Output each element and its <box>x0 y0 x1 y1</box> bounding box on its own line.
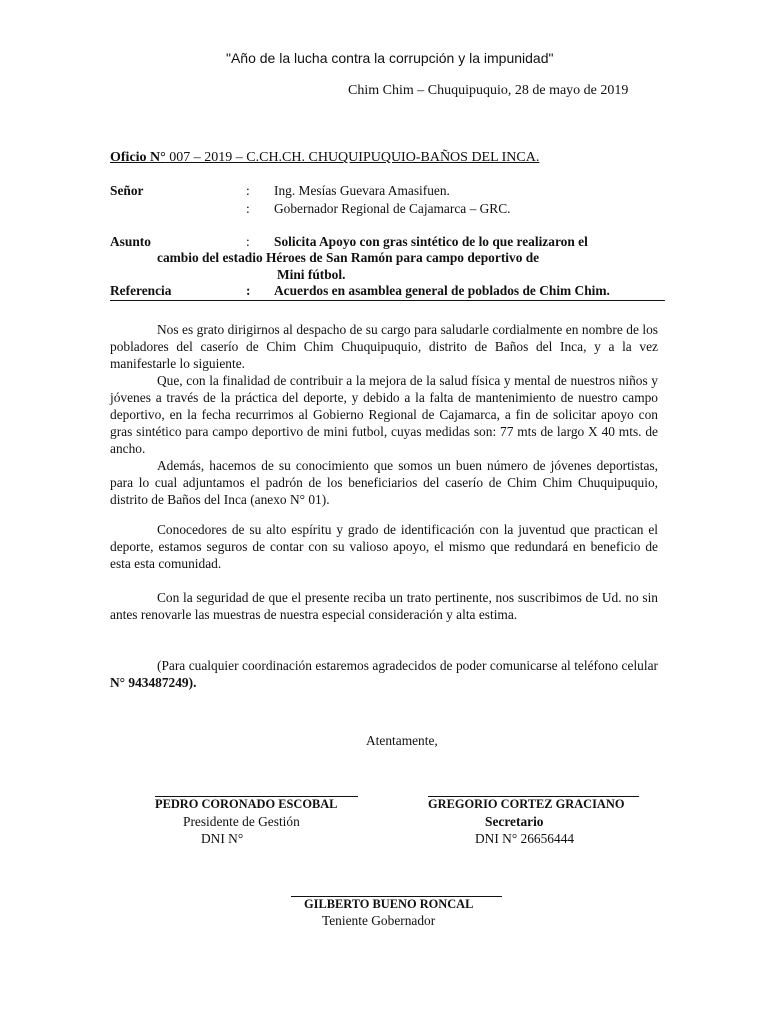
body-paragraph-2: Que, con la finalidad de contribuir a la mejora de la salud física y mental de nuestros niños y jóvenes a través de la práctica del deporte, y debido a la falta de mantenimiento de nuestro campo deportivo, en la fecha recurrimos al Gobierno Regional de Cajamarca, a fin de solicitar apoyo con gras sintético para campo deportivo de mini futbol, cuyas medidas son: 77 mts de largo X 40 mts. de ancho. <box>110 373 658 456</box>
recipient-title: Gobernador Regional de Cajamarca – GRC. <box>274 201 511 216</box>
body-paragraph-3: Además, hacemos de su conocimiento que somos un buen número de jóvenes deportistas, para lo cual adjuntamos el padrón de los beneficiarios del caserío de Chim Chim Chuquipuquio, distrito de Baños del Inca (anexo N° 01). <box>110 458 658 507</box>
body-paragraph-1: Nos es grato dirigirnos al despacho de su cargo para saludarle cordialmente en nombre de los pobladores del caserío de Chim Chim Chuquipuquio, distrito de Baños del Inca, y a la vez manifestarle lo siguiente. <box>110 322 658 371</box>
signer-2-role: Secretario <box>485 814 544 829</box>
body-paragraph-6 <box>110 657 658 691</box>
signer-1-role: Presidente de Gestión <box>183 814 300 829</box>
phone-number: N° 943487249). <box>110 675 197 690</box>
subject-line-1: Solicita Apoyo con gras sintético de lo que realizaron el <box>274 234 588 249</box>
signer-2-name: GREGORIO CORTEZ GRACIANO <box>428 797 625 811</box>
recipient-label: Señor <box>110 183 144 198</box>
oficio-number: 007 – 2019 – C.CH.CH. CHUQUIPUQUIO-BAÑOS DEL INCA. <box>169 150 540 165</box>
subject-line-3: Mini fútbol. <box>277 267 346 282</box>
letter-body-intro <box>110 321 658 508</box>
reference-colon: : <box>246 283 251 298</box>
header-motto: "Año de la lucha contra la corrupción y la impunidad" <box>226 50 554 66</box>
subject-label: Asunto <box>110 234 151 249</box>
contact-text: (Para cualquier coordinación estaremos agradecidos de poder comunicarse al teléfono celular <box>157 658 658 673</box>
signer-2-dni: DNI N° 26656444 <box>475 831 575 846</box>
recipient-name: Ing. Mesías Guevara Amasifuen. <box>274 183 450 198</box>
signer-3-role: Teniente Gobernador <box>322 913 436 928</box>
recipient-colon-1: : <box>246 183 250 198</box>
reference-text: Acuerdos en asamblea general de poblados de Chim Chim. <box>274 283 610 298</box>
signer-1-name: PEDRO CORONADO ESCOBAL <box>155 797 338 811</box>
reference-row <box>110 283 665 301</box>
signer-3-name: GILBERTO BUENO RONCAL <box>304 897 474 911</box>
place-date: Chim Chim – Chuquipuquio, 28 de mayo de 2019 <box>348 83 629 98</box>
body-paragraph-5: Con la seguridad de que el presente reciba un trato pertinente, nos suscribimos de Ud. no sin antes renovarle las muestras de nuestra especial consideración y alta estima. <box>110 590 658 622</box>
oficio-reference <box>110 150 539 166</box>
recipient-colon-2: : <box>246 201 250 216</box>
body-paragraph-4: Conocedores de su alto espíritu y grado de identificación con la juventud que practican el deporte, estamos seguros de contar con su valioso apoyo, el mismo que redundará en beneficio de esta esta comunidad. <box>110 522 658 571</box>
closing-salutation: Atentamente, <box>366 733 438 748</box>
subject-colon: : <box>246 234 250 249</box>
subject-line-2: cambio del estadio Héroes de San Ramón para campo deportivo de <box>157 250 540 265</box>
letter-body-closing <box>110 589 658 623</box>
letter-body-support <box>110 521 658 572</box>
oficio-label: Oficio N° <box>110 150 166 165</box>
reference-label: Referencia <box>110 283 172 298</box>
signer-1-dni: DNI N° <box>201 831 244 846</box>
letter-body-contact <box>110 657 658 691</box>
